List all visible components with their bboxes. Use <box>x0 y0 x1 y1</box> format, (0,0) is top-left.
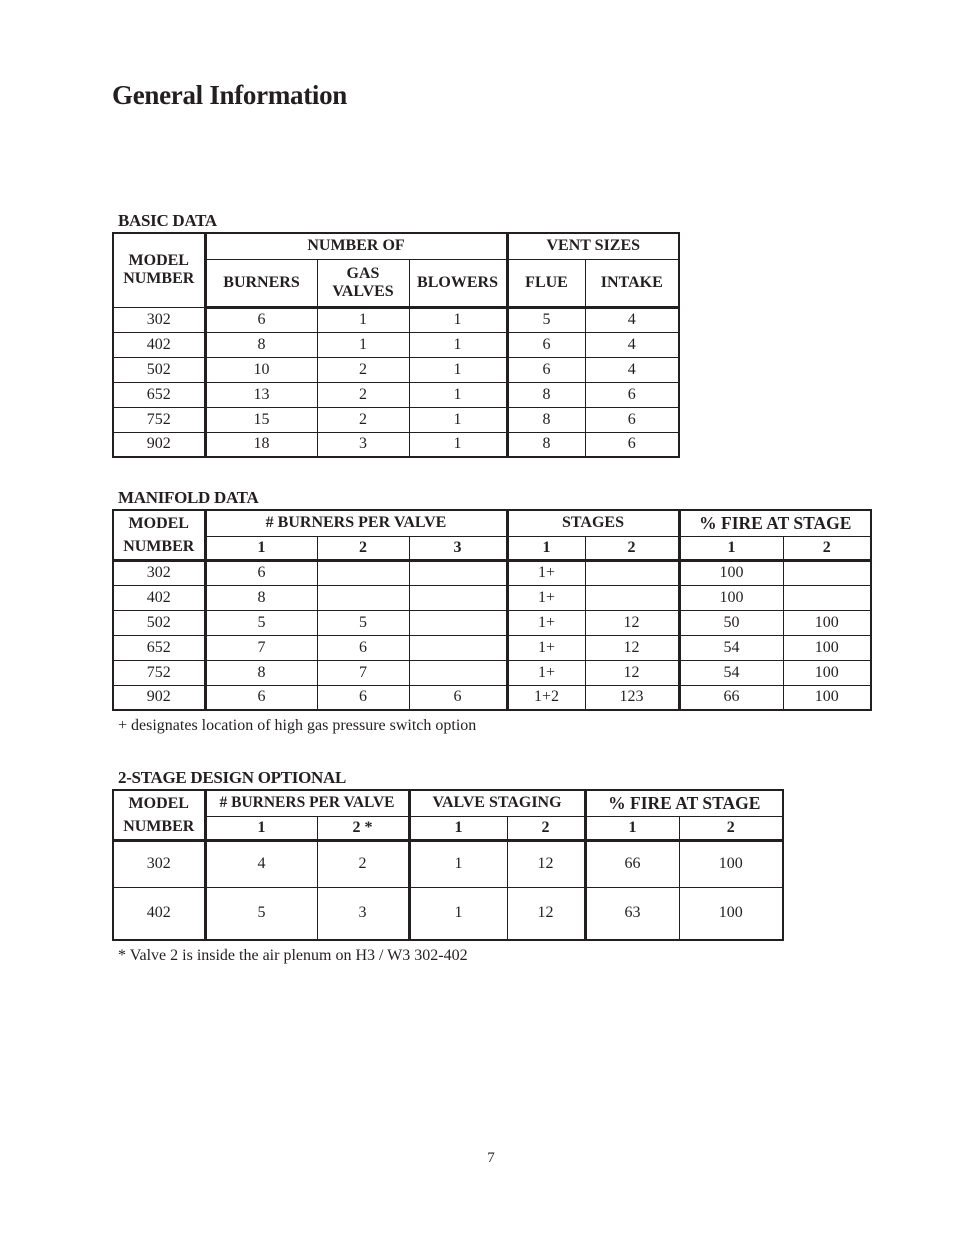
two-stage-sub-header: 2 <box>507 816 585 840</box>
cell-value: 100 <box>679 585 783 610</box>
table-row <box>113 840 783 887</box>
manifold-data-title: MANIFOLD DATA <box>118 488 259 507</box>
table-row <box>113 635 871 660</box>
cell-intake: 4 <box>585 357 679 382</box>
cell-model: 402 <box>113 585 205 610</box>
cell-value: 66 <box>679 685 783 710</box>
cell-intake: 4 <box>585 307 679 332</box>
manifold-sub-header: 1 <box>679 536 783 560</box>
cell-value: 1+ <box>507 610 585 635</box>
table-row <box>113 585 871 610</box>
two-stage-sub-header: 1 <box>205 816 317 840</box>
cell-gas-valves: 2 <box>317 357 409 382</box>
cell-value: 6 <box>205 560 317 585</box>
two-stage-sub-header: 1 <box>409 816 507 840</box>
basic-header-blowers: BLOWERS <box>409 259 507 307</box>
cell-model: 652 <box>113 635 205 660</box>
cell-value <box>409 585 507 610</box>
cell-model: 302 <box>113 840 205 887</box>
cell-value: 100 <box>679 840 783 887</box>
cell-value: 63 <box>585 887 679 940</box>
cell-value <box>409 660 507 685</box>
cell-value: 12 <box>585 635 679 660</box>
cell-value: 100 <box>783 610 871 635</box>
cell-value <box>317 585 409 610</box>
cell-value: 1+ <box>507 635 585 660</box>
cell-value: 50 <box>679 610 783 635</box>
manifold-sub-header: 2 <box>585 536 679 560</box>
table-row <box>113 307 679 332</box>
manifold-header-burners-per-valve: # BURNERS PER VALVE <box>205 510 507 536</box>
page-title: General Information <box>112 80 348 110</box>
cell-value <box>585 560 679 585</box>
cell-model: 302 <box>113 307 205 332</box>
cell-value <box>585 585 679 610</box>
cell-intake: 6 <box>585 382 679 407</box>
manifold-sub-header: 1 <box>205 536 317 560</box>
cell-gas-valves: 2 <box>317 382 409 407</box>
cell-value: 66 <box>585 840 679 887</box>
cell-burners: 8 <box>205 332 317 357</box>
cell-value: 7 <box>205 635 317 660</box>
manifold-header-stages: STAGES <box>507 510 679 536</box>
table-row <box>113 432 679 457</box>
cell-burners: 6 <box>205 307 317 332</box>
cell-blowers: 1 <box>409 357 507 382</box>
cell-value <box>409 610 507 635</box>
cell-value <box>409 635 507 660</box>
cell-value: 8 <box>205 585 317 610</box>
basic-header-model-number: MODEL NUMBER <box>113 233 205 307</box>
two-stage-note: * Valve 2 is inside the air plenum on H3 / W3 302-402 <box>118 947 468 964</box>
manifold-header-fire-at-stage: % FIRE AT STAGE <box>679 510 871 536</box>
cell-blowers: 1 <box>409 432 507 457</box>
cell-value <box>409 560 507 585</box>
cell-value: 7 <box>317 660 409 685</box>
cell-value: 1+ <box>507 660 585 685</box>
cell-model: 402 <box>113 887 205 940</box>
cell-value <box>783 585 871 610</box>
two-stage-sub-header: 2 <box>679 816 783 840</box>
cell-flue: 6 <box>507 357 585 382</box>
basic-header-gas-valves: GAS VALVES <box>317 259 409 307</box>
cell-value: 1 <box>409 887 507 940</box>
cell-value: 1+ <box>507 585 585 610</box>
cell-intake: 6 <box>585 432 679 457</box>
manifold-sub-header: 2 <box>783 536 871 560</box>
page-number: 7 <box>487 1150 495 1166</box>
cell-blowers: 1 <box>409 332 507 357</box>
cell-flue: 8 <box>507 432 585 457</box>
cell-gas-valves: 1 <box>317 307 409 332</box>
cell-model: 502 <box>113 610 205 635</box>
table-row <box>113 610 871 635</box>
cell-value: 6 <box>317 635 409 660</box>
cell-gas-valves: 2 <box>317 407 409 432</box>
cell-value: 4 <box>205 840 317 887</box>
cell-model: 402 <box>113 332 205 357</box>
cell-value: 6 <box>317 685 409 710</box>
manifold-sub-header: 3 <box>409 536 507 560</box>
cell-intake: 4 <box>585 332 679 357</box>
cell-model: 752 <box>113 407 205 432</box>
cell-flue: 5 <box>507 307 585 332</box>
table-row <box>113 660 871 685</box>
cell-flue: 8 <box>507 382 585 407</box>
cell-gas-valves: 1 <box>317 332 409 357</box>
table-row <box>113 560 871 585</box>
cell-model: 902 <box>113 685 205 710</box>
cell-flue: 8 <box>507 407 585 432</box>
table-row <box>113 332 679 357</box>
basic-header-number-of: NUMBER OF <box>205 233 507 259</box>
manifold-data-table <box>112 509 872 711</box>
two-stage-sub-header: 1 <box>585 816 679 840</box>
manifold-header-model: MODEL <box>113 510 205 536</box>
cell-value: 123 <box>585 685 679 710</box>
cell-value: 1+ <box>507 560 585 585</box>
cell-value: 100 <box>783 635 871 660</box>
table-row <box>113 685 871 710</box>
cell-value: 100 <box>783 685 871 710</box>
cell-value: 1 <box>409 840 507 887</box>
cell-value: 12 <box>585 610 679 635</box>
cell-blowers: 1 <box>409 407 507 432</box>
manifold-note: + designates location of high gas pressure switch option <box>118 717 477 734</box>
cell-value: 6 <box>409 685 507 710</box>
cell-model: 302 <box>113 560 205 585</box>
cell-value: 100 <box>783 660 871 685</box>
basic-header-intake: INTAKE <box>585 259 679 307</box>
cell-value: 1+2 <box>507 685 585 710</box>
cell-value: 12 <box>507 840 585 887</box>
basic-header-burners: BURNERS <box>205 259 317 307</box>
cell-value: 100 <box>679 887 783 940</box>
cell-model: 652 <box>113 382 205 407</box>
cell-burners: 15 <box>205 407 317 432</box>
two-stage-header-valve-staging: VALVE STAGING <box>409 790 585 816</box>
table-row <box>113 357 679 382</box>
cell-blowers: 1 <box>409 382 507 407</box>
cell-value: 5 <box>205 610 317 635</box>
table-row <box>113 887 783 940</box>
basic-data-table <box>112 232 680 458</box>
basic-header-vent-sizes: VENT SIZES <box>507 233 679 259</box>
cell-value: 100 <box>679 560 783 585</box>
two-stage-header-model: MODEL <box>113 790 205 816</box>
cell-value: 12 <box>507 887 585 940</box>
cell-model: 502 <box>113 357 205 382</box>
cell-value <box>783 560 871 585</box>
basic-data-title: BASIC DATA <box>118 211 217 230</box>
cell-value: 3 <box>317 887 409 940</box>
cell-value <box>317 560 409 585</box>
cell-value: 54 <box>679 660 783 685</box>
cell-intake: 6 <box>585 407 679 432</box>
two-stage-sub-header: 2 * <box>317 816 409 840</box>
table-row <box>113 407 679 432</box>
cell-value: 6 <box>205 685 317 710</box>
cell-value: 54 <box>679 635 783 660</box>
two-stage-header-burners-per-valve: # BURNERS PER VALVE <box>205 790 409 816</box>
manifold-header-number: NUMBER <box>113 536 205 560</box>
cell-value: 2 <box>317 840 409 887</box>
two-stage-header-fire-at-stage: % FIRE AT STAGE <box>585 790 783 816</box>
cell-value: 5 <box>205 887 317 940</box>
cell-burners: 10 <box>205 357 317 382</box>
cell-model: 902 <box>113 432 205 457</box>
cell-value: 12 <box>585 660 679 685</box>
cell-value: 5 <box>317 610 409 635</box>
two-stage-table <box>112 789 784 941</box>
cell-burners: 18 <box>205 432 317 457</box>
cell-gas-valves: 3 <box>317 432 409 457</box>
manifold-sub-header: 2 <box>317 536 409 560</box>
two-stage-header-number: NUMBER <box>113 816 205 840</box>
basic-header-flue: FLUE <box>507 259 585 307</box>
cell-flue: 6 <box>507 332 585 357</box>
cell-burners: 13 <box>205 382 317 407</box>
cell-blowers: 1 <box>409 307 507 332</box>
cell-model: 752 <box>113 660 205 685</box>
table-row <box>113 382 679 407</box>
two-stage-title: 2-STAGE DESIGN OPTIONAL <box>118 768 346 787</box>
manifold-sub-header: 1 <box>507 536 585 560</box>
cell-value: 8 <box>205 660 317 685</box>
